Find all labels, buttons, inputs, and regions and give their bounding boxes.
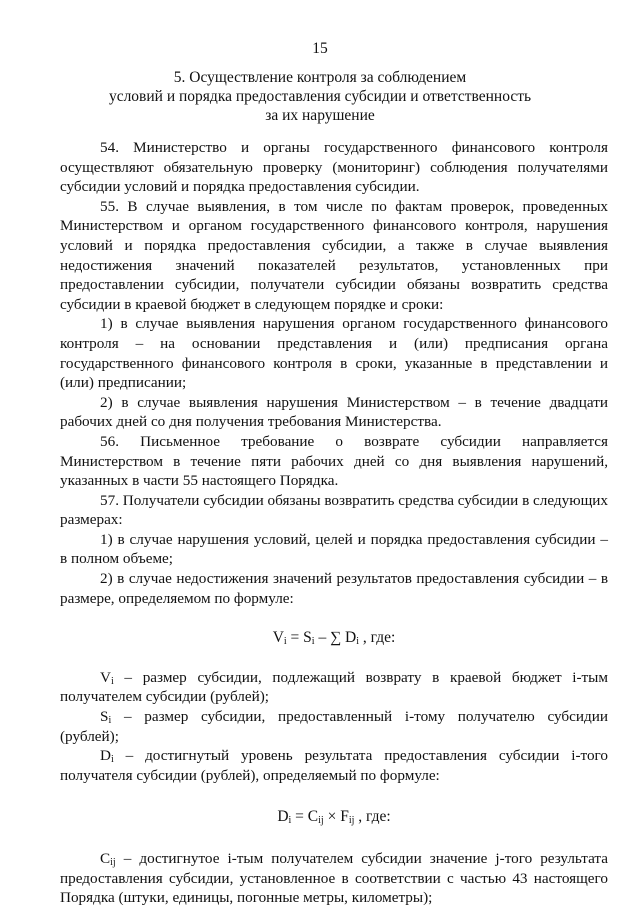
- definition-cij: $C_{ij}$ – достигнутое i-тым получателем субсидии значение j-того результата предоставления субсидии, установленное в соответствии с частью 43 настоящего Порядка (штуки, единицы, погонные метры, километры);: [60, 850, 608, 907]
- paragraph-56: 56. Письменное требование о возврате субсидии направляется Министерством в течение пяти рабочих дней со дня выявления нарушений, указанных в части 55 настоящего Порядка.: [60, 432, 608, 490]
- heading-line-1: 5. Осуществление контроля за соблюдением: [173, 69, 467, 86]
- heading-line-2: условий и порядка предоставления субсидии и ответственность: [108, 88, 532, 105]
- paragraph-54: 54. Министерство и органы государственного финансового контроля осуществляют обязательную проверку (мониторинг) соблюдения получателями субсидии условий и порядка предоставления субсидии.: [60, 139, 608, 196]
- heading-line-3: за их нарушение: [265, 107, 375, 124]
- paragraph-55: 55. В случае выявления, в том числе по фактам проверок, проведенных Министерством и органом государственного финансового контроля, нарушения условий и порядка предоставления субсидии, а также в случае выявления недостижения значений показателей результатов, установленных при предоставлении субсидии, получатели субсидии обязаны возвратить средства субсидии в краевой бюджет в следующем порядке и сроки:: [60, 197, 608, 313]
- paragraph-57: 57. Получатели субсидии обязаны возвратить средства субсидии в следующих размерах:: [60, 491, 608, 529]
- definition-di: $D_i$ – достигнутый уровень результата предоставления субсидии i-того получателя субсидии (рублей), определяемый по формуле:: [60, 747, 608, 784]
- definition-vi: $V_i$ – размер субсидии, подлежащий возврату в краевой бюджет i-тым получателем субсидии (рублей);: [60, 668, 608, 706]
- document-body: [60, 138, 608, 908]
- section-heading: [60, 68, 580, 125]
- paragraph-55-item-2: 2) в случае выявления нарушения Министерством – в течение двадцати рабочих дней со дня получения требования Министерства.: [60, 393, 608, 431]
- formula-vi: $V_i = S_i$ – ∑ $D_i$ , где:: [272, 629, 396, 648]
- definition-si: $S_i$ – размер субсидии, предоставленный i-тому получателю субсидии (рублей);: [60, 708, 608, 745]
- paragraph-55-item-1: 1) в случае выявления нарушения органом государственного финансового контроля – на основании представления и (или) предписания органа государственного финансового контроля в сроки, указанные в представлении и (или) предписании;: [60, 315, 608, 392]
- page-number: 15: [312, 40, 328, 57]
- paragraph-57-item-2: 2) в случае недостижения значений результатов предоставления субсидии – в размере, определяемом по формуле:: [60, 570, 608, 607]
- paragraph-57-item-1: 1) в случае нарушения условий, целей и порядка предоставления субсидии – в полном объеме;: [60, 530, 608, 568]
- formula-di: $D_i = C_{ij} \times F_{ij}$ , где:: [277, 808, 391, 827]
